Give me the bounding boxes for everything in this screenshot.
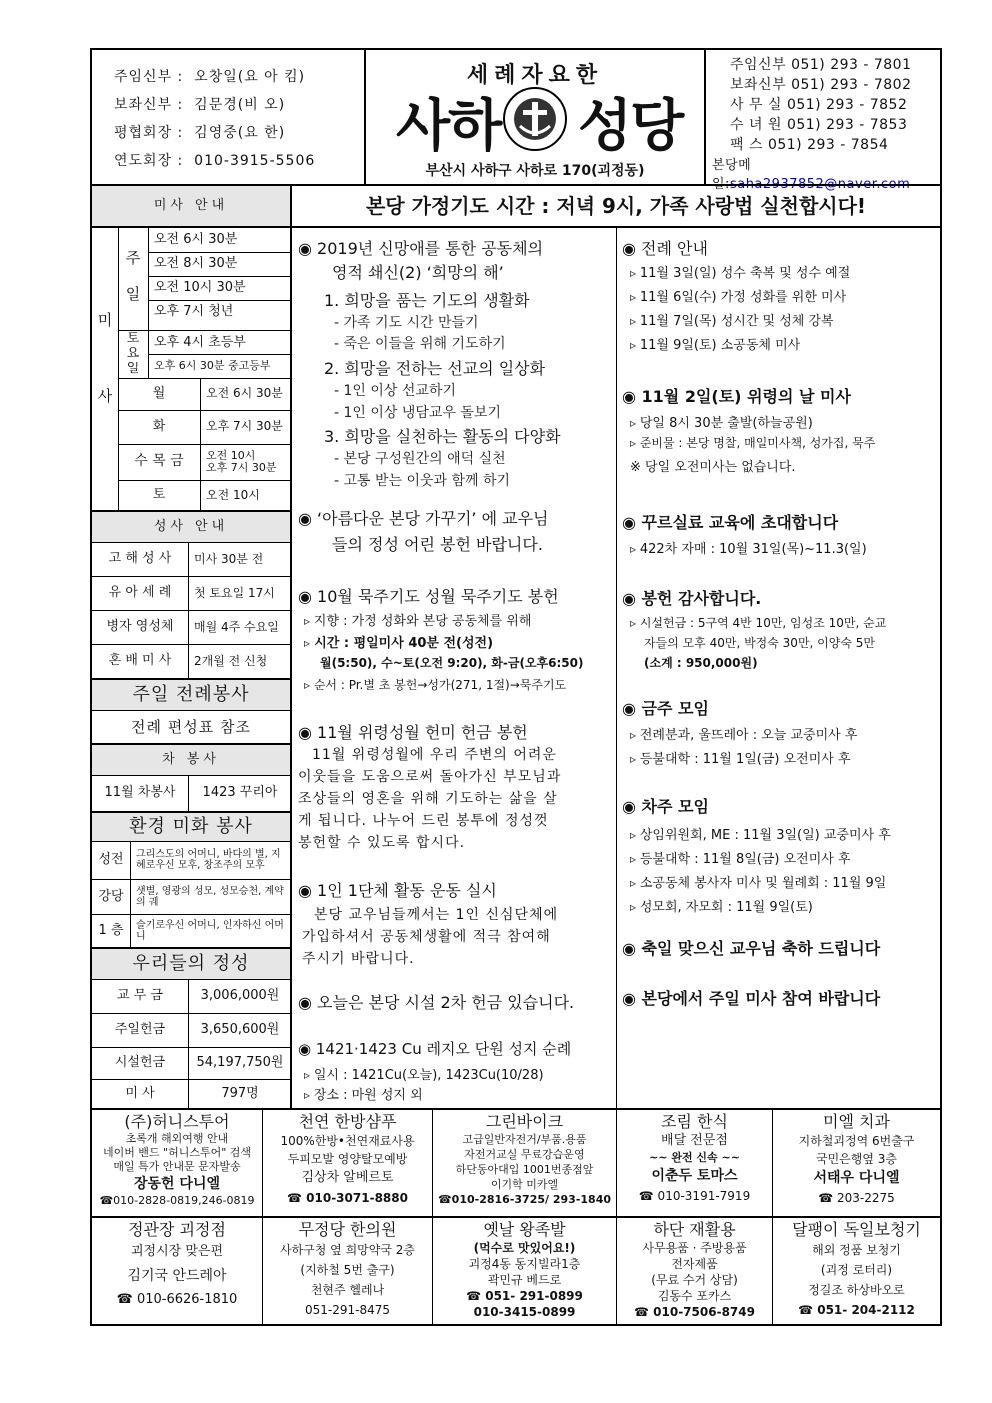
ad-line: 괴정4동 동지빌라1층 bbox=[468, 1257, 581, 1271]
hope-sub: - 1인 이상 선교하기 bbox=[334, 383, 456, 399]
pilgrimage-line: ▹ 장소 : 마원 성지 외 bbox=[304, 1084, 423, 1103]
hope-item: 1. 희망을 품는 기도의 생활화 bbox=[324, 291, 530, 310]
offering-name: 미 사 bbox=[125, 1085, 155, 1101]
offering-amount: 3,006,000원 bbox=[200, 987, 280, 1003]
saturday-mass-2: 오후 6시 30분 중고등부 bbox=[154, 358, 271, 372]
contact-row: 사 무 실 051) 293 - 7852 bbox=[730, 97, 908, 113]
car-title: 차 봉사 bbox=[92, 745, 290, 775]
sat-label-3: 일 bbox=[126, 362, 140, 377]
rosary-line: ▹ 지향 : 가정 성화와 본당 공동체를 위해 bbox=[304, 610, 531, 629]
offering-name: 교 무 금 bbox=[117, 987, 163, 1003]
sacrament-name: 유 아 세 례 bbox=[108, 585, 172, 601]
hope-sub: - 본당 구성원간의 애덕 실천 bbox=[334, 451, 506, 467]
ad-name: 천연 한방샴푸 bbox=[298, 1112, 397, 1131]
ad-line: 사무용품 · 주방용품 bbox=[642, 1241, 747, 1255]
env-groups: 슬기로우신 어머니, 인자하신 어머니 bbox=[136, 920, 284, 942]
ad-name: 미엘 치과 bbox=[823, 1112, 890, 1131]
notice-title: ◉ 11월 2일(토) 위령의 날 미사 bbox=[622, 387, 851, 406]
staff-row: 평협회장 : 김영중(요 한) bbox=[114, 125, 286, 141]
ad-name: (주)허니스투어 bbox=[124, 1112, 230, 1131]
staff-row: 주임신부 : 오창일(요 아 킴) bbox=[114, 69, 306, 85]
offering-name: 주일헌금 bbox=[114, 1021, 166, 1037]
notice-title: ◉ 차주 모임 bbox=[622, 797, 709, 816]
ad-phone: ☎ 010-3071-8880 bbox=[287, 1191, 408, 1205]
ad-line: 고급일반자전거/부품.용품 bbox=[462, 1133, 587, 1146]
ad-line: (무료 수거 상담) bbox=[651, 1273, 738, 1287]
sunday-mass-3: 오전 10시 30분 bbox=[154, 280, 246, 296]
sacrament-name: 병자 영성체 bbox=[106, 619, 174, 635]
weekday-mon: 월 bbox=[152, 385, 166, 401]
notice-body-line: 가입하셔서 공동체생활에 적극 참여해 bbox=[302, 929, 551, 945]
notice-second-collection: ◉ 오늘은 본당 시설 2차 헌금 있습니다. bbox=[298, 993, 575, 1012]
pilgrimage-line: ▹ 일시 : 1421Cu(오늘), 1423Cu(10/28) bbox=[304, 1064, 544, 1083]
notice-beautiful-parish bbox=[298, 506, 612, 562]
ad-name: 무정당 한의원 bbox=[298, 1220, 397, 1239]
sacrament-time: 첫 토요일 17시 bbox=[194, 585, 275, 600]
ad-hearing-aid bbox=[773, 1220, 940, 1324]
env-place: 성전 bbox=[98, 851, 124, 867]
notice-line: ◉ ‘아름다운 본당 가꾸기’ 에 교우님 bbox=[298, 509, 549, 528]
notice-title: ◉ 1인 1단체 활동 운동 실시 bbox=[298, 881, 497, 900]
ad-line: 사하구청 옆 희망약국 2층 bbox=[280, 1243, 415, 1257]
notice-title: ◉ 금주 모임 bbox=[622, 699, 709, 718]
notice-body-line: 본당 교우님들께서는 1인 신심단체에 bbox=[314, 907, 559, 923]
ad-name: 정관장 괴정점 bbox=[128, 1220, 226, 1239]
ad-korean-food bbox=[617, 1112, 772, 1216]
hope-item: 2. 희망을 전하는 선교의 일상화 bbox=[324, 359, 546, 378]
ad-owner: 이기학 미카엘 bbox=[490, 1178, 559, 1191]
header-staff bbox=[92, 50, 364, 184]
contact-row: 팩 스 051) 293 - 7854 bbox=[730, 137, 889, 153]
sacrament-title: 성사 안내 bbox=[92, 512, 290, 542]
car-group: 1423 꾸리아 bbox=[202, 785, 278, 801]
hope-sub: - 1인 이상 냉담교우 돌보기 bbox=[334, 405, 501, 421]
ad-line: 자전거교실 무료강습운영 bbox=[464, 1148, 585, 1161]
ad-phone: ☎ 051- 204-2112 bbox=[798, 1303, 915, 1317]
ad-phone: ☎ 051- 291-0899 bbox=[466, 1289, 583, 1303]
sacrament-time: 2개월 전 신청 bbox=[194, 653, 268, 668]
notice-line: 들의 정성 어린 봉헌 바랍니다. bbox=[332, 535, 543, 554]
mass-title: 미사 안내 bbox=[92, 186, 290, 226]
notice-title: ◉ 1421·1423 Cu 레지오 단원 성지 순례 bbox=[298, 1040, 572, 1058]
parish-subtitle: 세례자요한 bbox=[466, 63, 604, 88]
ad-line: 괴정시장 맞은편 bbox=[130, 1244, 224, 1259]
notice-one-group bbox=[298, 878, 614, 968]
ad-line: 국민은행옆 3층 bbox=[815, 1152, 897, 1166]
notice-title-2: 영적 쇄신(2) ‘희망의 해’ bbox=[332, 263, 504, 282]
sunday-mass-2: 오전 8시 30분 bbox=[154, 256, 238, 272]
meeting-line: ▹ 등불대학 : 11월 1일(금) 오전미사 후 bbox=[630, 748, 851, 767]
ad-line: (먹수로 맛있어요!) bbox=[473, 1241, 576, 1255]
ad-line: 해외 정품 보청기 bbox=[812, 1243, 901, 1257]
notice-pilgrimage bbox=[298, 1038, 614, 1102]
ad-name: 하단 재활용 bbox=[653, 1220, 736, 1239]
offering-title: 우리들의 정성 bbox=[92, 949, 290, 979]
notice-november bbox=[298, 720, 614, 856]
all-souls-line: ▹ 준비물 : 본당 명찰, 매일미사책, 성가집, 묵주 bbox=[630, 434, 875, 451]
weekday-mon-time: 오전 6시 30분 bbox=[206, 386, 283, 401]
thanks-subtotal: (소계 : 950,000원) bbox=[644, 656, 758, 670]
ad-dental bbox=[773, 1112, 940, 1216]
bulletin-page bbox=[90, 48, 942, 1326]
all-souls-line: ▹ 당일 8시 30분 출발(하늘공원) bbox=[630, 412, 813, 431]
header-contacts bbox=[706, 50, 942, 192]
thanks-line: ▹ 시설헌금 : 5구역 4반 10만, 임성조 10만, 순교 bbox=[630, 614, 886, 631]
liturgy-line: ▹ 11월 9일(토) 소공동체 미사 bbox=[630, 334, 800, 353]
title-left: 사하 bbox=[396, 94, 501, 159]
liturgy-title: 주일 전례봉사 bbox=[92, 680, 290, 710]
car-month: 11월 차봉사 bbox=[104, 785, 176, 801]
env-place: 강당 bbox=[98, 888, 124, 904]
weekday-wed-fri-time: 오전 10시 오후 7시 30분 bbox=[206, 448, 277, 474]
ad-name: 그린바이크 bbox=[485, 1112, 564, 1131]
hope-sub: - 가족 기도 시간 만들기 bbox=[334, 315, 479, 331]
ad-line: 초록개 해외여행 안내 bbox=[125, 1132, 229, 1145]
weekday-tue: 화 bbox=[152, 418, 166, 434]
notice-cursillo bbox=[622, 510, 940, 560]
ad-line: 배달 전문점 bbox=[661, 1133, 728, 1148]
sat-label-1: 토 bbox=[126, 332, 140, 347]
notice-title: ◉ 봉헌 감사합니다. bbox=[622, 589, 762, 608]
ad-recycling bbox=[617, 1220, 772, 1324]
parish-address: 부산시 사하구 사하로 170(괴정동) bbox=[425, 163, 645, 179]
ad-line: 곽민규 베드로 bbox=[487, 1273, 562, 1287]
ad-pork-feet bbox=[433, 1220, 616, 1324]
meeting-line: ▹ 등불대학 : 11월 8일(금) 오전미사 후 bbox=[630, 848, 851, 867]
contact-row: 주임신부 051) 293 - 7801 bbox=[730, 57, 912, 73]
staff-row: 보좌신부 : 김문경(비 오) bbox=[114, 97, 286, 113]
ad-phone: ☎ 010-3191-7919 bbox=[638, 1189, 751, 1203]
sunday-mass-4: 오후 7시 청년 bbox=[154, 304, 234, 320]
ad-green-bike bbox=[433, 1112, 616, 1216]
meeting-line: ▹ 전례분과, 울뜨레아 : 오늘 교중미사 후 bbox=[630, 724, 857, 743]
ad-line: (지하철 5번 출구) bbox=[300, 1263, 395, 1277]
notice-body-line: 이웃들을 도움으로써 돌아가신 부모님과 bbox=[298, 769, 562, 785]
liturgy-line: ▹ 11월 3일(일) 성수 축복 및 성수 예절 bbox=[630, 262, 850, 281]
ad-phone: ☎ 010-7506-8749 bbox=[634, 1305, 755, 1319]
rosary-line: ▹ 순서 : Pr.별 초 봉헌→성가(271, 1절)→묵주기도 bbox=[304, 676, 566, 693]
ad-phone: ☎010-2816-3725/ 293-1840 bbox=[437, 1193, 611, 1206]
sunday-label-1: 주 bbox=[125, 248, 141, 267]
notice-all-souls bbox=[622, 384, 940, 480]
ad-name: 조림 한식 bbox=[661, 1112, 728, 1131]
ad-line: 정길조 하상바오로 bbox=[808, 1283, 905, 1297]
weekday-wed-fri: 수 목 금 bbox=[134, 453, 184, 470]
notice-body-line: 조상들의 영혼을 위해 기도하는 삶을 살 bbox=[298, 791, 558, 807]
ad-line: (괴정 로터리) bbox=[820, 1263, 893, 1277]
contact-row: 수 녀 원 051) 293 - 7853 bbox=[730, 117, 908, 133]
ad-owner: 장동헌 다니엘 bbox=[133, 1176, 221, 1192]
staff-row: 연도회장 : 010-3915-5506 bbox=[114, 153, 316, 169]
notice-title: ◉ 10월 묵주기도 성월 묵주기도 봉헌 bbox=[298, 587, 559, 606]
ad-phone: ☎ 203-2275 bbox=[818, 1191, 895, 1205]
sunday-mass-1: 오전 6시 30분 bbox=[154, 231, 238, 247]
notice-thanks bbox=[622, 586, 940, 676]
ad-herbal-shampoo bbox=[263, 1112, 432, 1216]
liturgy-line: ▹ 11월 7일(목) 성시간 및 성체 강복 bbox=[630, 310, 834, 329]
ad-phone: ☎010-2828-0819,246-0819 bbox=[99, 1194, 255, 1207]
offering-name: 시설헌금 bbox=[114, 1054, 166, 1070]
ad-phone: ☎ 010-6626-1810 bbox=[116, 1292, 238, 1307]
meeting-line: ▹ 성모회, 자모회 : 11월 9일(토) bbox=[630, 896, 813, 915]
weekday-sat-time: 오전 10시 bbox=[206, 487, 260, 502]
sacrament-name: 고 해 성 사 bbox=[108, 551, 172, 567]
sacrament-time: 매월 4주 수요일 bbox=[194, 619, 279, 634]
ad-ginseng bbox=[92, 1220, 262, 1324]
banner: 본당 가정기도 시간 : 저녁 9시, 가족 사랑법 실천합시다! bbox=[365, 194, 867, 218]
email-link[interactable]: saha2937852@naver.com bbox=[729, 177, 911, 192]
env-groups: 그리스도의 어머니, 바다의 별, 지혜로우신 모후, 창조주의 모후 bbox=[136, 849, 281, 871]
notice-title: ◉ 꾸르실료 교육에 초대합니다 bbox=[622, 513, 839, 532]
env-title: 환경 미화 봉사 bbox=[92, 813, 290, 841]
ad-owner: 서태우 다니엘 bbox=[813, 1170, 900, 1186]
ad-owner: 김상차 알베르토 bbox=[301, 1170, 394, 1185]
notice-title: ◉ 11월 위령성월 헌미 헌금 봉헌 bbox=[298, 723, 528, 742]
hope-sub: - 고통 받는 이웃과 함께 하기 bbox=[334, 473, 511, 489]
offering-amount: 797명 bbox=[221, 1085, 259, 1101]
sat-label-2: 요 bbox=[126, 347, 140, 362]
liturgy-line: ▹ 11월 6일(수) 가정 성화를 위한 미사 bbox=[630, 286, 846, 305]
ad-phone: 051-291-8475 bbox=[304, 1303, 390, 1317]
notice-title: ◉ 전례 안내 bbox=[622, 239, 708, 258]
env-place: 1 층 bbox=[98, 922, 124, 938]
email-row: 본당메일:saha2937852@naver.com bbox=[712, 158, 911, 192]
ad-line: 천현주 헬레나 bbox=[310, 1283, 385, 1297]
ad-oriental-clinic bbox=[263, 1220, 432, 1324]
meeting-line: ▹ 상임위원회, ME : 11월 3일(일) 교중미사 후 bbox=[630, 824, 891, 843]
ad-name: 달팽이 독일보청기 bbox=[792, 1220, 921, 1239]
mass-vertical-1: 미 bbox=[97, 310, 113, 329]
weekday-sat: 토 bbox=[152, 487, 166, 503]
notice-feast: ◉ 축일 맞으신 교우님 축하 드립니다 bbox=[622, 939, 881, 958]
ad-honeys-tour bbox=[92, 1112, 262, 1216]
notice-rosary bbox=[298, 584, 614, 696]
saturday-mass-1: 오후 4시 초등부 bbox=[154, 334, 246, 350]
rosary-line: 월(5:50), 수~토(오전 9:20), 화-금(오후6:50) bbox=[320, 656, 584, 670]
header-title bbox=[366, 50, 704, 184]
ad-line: 지하철괴정역 6번출구 bbox=[798, 1134, 915, 1148]
ad-line: 매일 특가 안내문 문자발송 bbox=[113, 1160, 241, 1173]
notice-liturgy bbox=[622, 236, 940, 358]
mass-vertical-2: 사 bbox=[97, 386, 113, 405]
notice-body-line: 주시기 바랍니다. bbox=[302, 951, 415, 967]
ad-name: 옛날 왕족발 bbox=[483, 1220, 566, 1239]
ad-line: 네이버 밴드 "허니스투어" 검색 bbox=[102, 1146, 252, 1159]
contact-row: 보좌신부 051) 293 - 7802 bbox=[730, 77, 912, 93]
sunday-label-2: 일 bbox=[125, 284, 141, 303]
sacrament-time: 미사 30분 전 bbox=[194, 551, 264, 566]
hope-sub: - 죽은 이들을 위해 기도하기 bbox=[334, 336, 506, 352]
ad-phone-2: 010-3415-0899 bbox=[473, 1305, 576, 1319]
ad-owner: 김기국 안드레아 bbox=[127, 1268, 227, 1284]
ad-line: ~~ 완전 신속 ~~ bbox=[649, 1151, 740, 1164]
notice-next-week bbox=[622, 794, 940, 920]
meeting-line: ▹ 소공동체 봉사자 미사 및 월례회 : 11월 9일 bbox=[630, 872, 886, 891]
cursillo-line: ▹ 422차 자매 : 10월 31일(목)~11.3(일) bbox=[630, 538, 867, 557]
all-souls-note: ※ 당일 오전미사는 없습니다. bbox=[630, 460, 796, 475]
hope-item: 3. 희망을 실천하는 활동의 다양화 bbox=[324, 427, 561, 446]
ad-line: 두피모발 영양탈모예방 bbox=[287, 1152, 408, 1166]
sacrament-name: 혼 배 미 사 bbox=[108, 653, 172, 669]
notice-body-line: 11월 위령성월에 우리 주변의 어려운 bbox=[312, 747, 557, 763]
liturgy-text: 전례 편성표 참조 bbox=[131, 717, 251, 736]
ad-line: 하단동아대입 1001번종점앞 bbox=[455, 1163, 594, 1176]
weekday-tue-time: 오후 7시 30분 bbox=[206, 419, 283, 434]
thanks-line: 자들의 모후 40만, 박정숙 30만, 이양숙 5만 bbox=[644, 636, 875, 650]
church-logo bbox=[502, 86, 568, 152]
ad-owner: 이춘두 토마스 bbox=[651, 1168, 738, 1184]
ad-line: 김동수 포카스 bbox=[657, 1289, 732, 1303]
offering-amount: 3,650,600원 bbox=[200, 1021, 280, 1037]
env-groups: 샛별, 영광의 성모, 성모승천, 계약의 궤 bbox=[136, 886, 284, 908]
ad-line: 전자제품 bbox=[671, 1257, 718, 1271]
title-right: 성당 bbox=[578, 94, 683, 159]
notice-attend: ◉ 본당에서 주일 미사 참여 바랍니다 bbox=[622, 989, 881, 1008]
notice-hope-year bbox=[298, 236, 612, 496]
ad-line: 100%한방•천연재료사용 bbox=[280, 1134, 415, 1148]
notice-body-line: 봉헌할 수 있도록 합시다. bbox=[298, 835, 466, 851]
notice-this-week bbox=[622, 696, 940, 772]
notice-title: ◉ 2019년 신망애를 통한 공동체의 bbox=[298, 239, 544, 258]
offering-amount: 54,197,750원 bbox=[196, 1054, 284, 1070]
rosary-line: ▹ 시간 : 평일미사 40분 전(성전) bbox=[304, 632, 493, 651]
notice-body-line: 게 됩니다. 나누어 드린 봉투에 정성껏 bbox=[298, 813, 549, 829]
